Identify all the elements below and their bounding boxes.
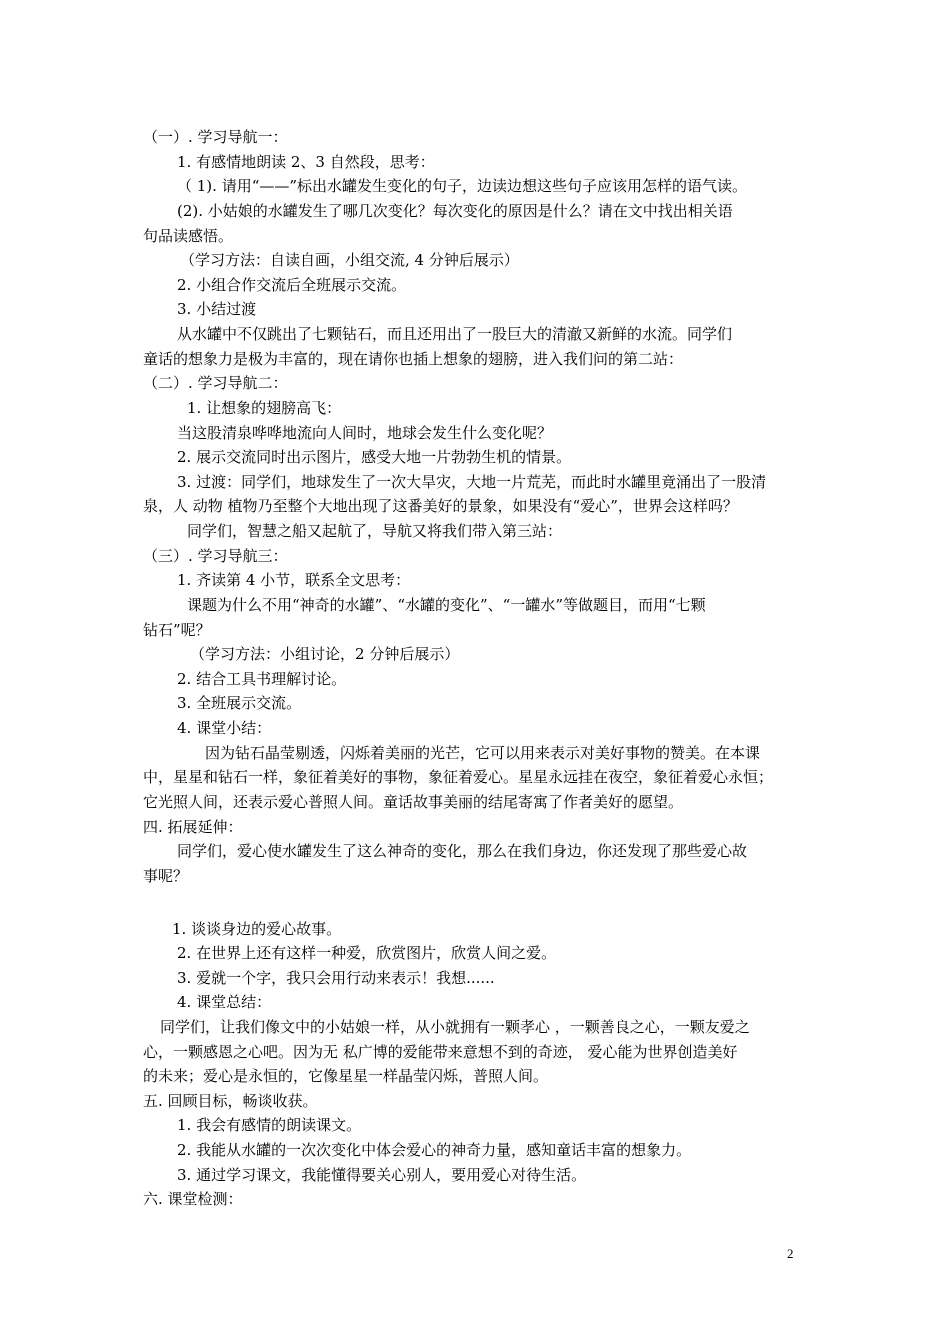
text-line: 3. 过渡：同学们，地球发生了一次大旱灾，大地一片荒芜，而此时水罐里竟涌出了一股清 xyxy=(177,473,767,491)
text-line: 3. 爱就一个字，我只会用行动来表示！我想...... xyxy=(177,969,495,987)
text-line: 因为钻石晶莹剔透，闪烁着美丽的光芒，它可以用来表示对美好事物的赞美。在本课 xyxy=(205,744,761,762)
text-line: 1. 有感情地朗读 2、3 自然段，思考： xyxy=(177,153,435,171)
text-line: （二）. 学习导航二： xyxy=(143,374,288,392)
text-line: 心，一颗感恩之心吧。因为无 私广博的爱能带来意想不到的奇迹， 爱心能为世界创造美好 xyxy=(143,1043,738,1061)
text-line: 中，星星和钻石一样，象征着美好的事物，象征着爱心。星星永远挂在夜空，象征着爱心永恒； xyxy=(143,768,774,786)
text-line: 它光照人间，还表示爱心普照人间。童话故事美丽的结尾寄寓了作者美好的愿望。 xyxy=(143,793,684,811)
text-line: 句品读感悟。 xyxy=(143,227,234,245)
text-line: 童话的想象力是极为丰富的，现在请你也插上想象的翅膀，进入我们问的第二站： xyxy=(143,350,684,368)
text-line: （三）. 学习导航三： xyxy=(143,547,288,565)
text-line: 2. 小组合作交流后全班展示交流。 xyxy=(177,276,407,294)
text-line: 4. 课堂小结： xyxy=(177,719,272,737)
text-line: 1. 谈谈身边的爱心故事。 xyxy=(172,920,342,938)
text-line: 1. 我会有感情的朗读课文。 xyxy=(177,1116,362,1134)
text-line: （学习方法：小组讨论，2 分钟后展示） xyxy=(190,645,460,663)
text-line: 的未来；爱心是永恒的，它像星星一样晶莹闪烁，普照人间。 xyxy=(143,1067,549,1085)
text-line: （学习方法：自读自画，小组交流, 4 分钟后展示） xyxy=(180,251,519,269)
text-line: 3. 通过学习课文，我能懂得要关心别人，要用爱心对待生活。 xyxy=(177,1166,587,1184)
text-line: 2. 结合工具书理解讨论。 xyxy=(177,670,347,688)
text-line: 2. 在世界上还有这样一种爱，欣赏图片，欣赏人间之爱。 xyxy=(177,944,557,962)
text-line: 四. 拓展延伸： xyxy=(143,818,243,836)
text-line: 课题为什么不用“神奇的水罐”、“水罐的变化”、“一罐水”等做题目，而用“七颗 xyxy=(187,596,706,614)
text-line: 五. 回顾目标，畅谈收获。 xyxy=(143,1092,318,1110)
text-line: 3. 小结过渡 xyxy=(177,300,257,318)
text-line: 从水罐中不仅跳出了七颗钻石，而且还用出了一股巨大的清澈又新鲜的水流。同学们 xyxy=(177,325,733,343)
text-line: 4. 课堂总结： xyxy=(177,993,272,1011)
page-number: 2 xyxy=(787,1246,794,1261)
text-line: （ 1). 请用“——”标出水罐发生变化的句子，边读边想这些句子应该用怎样的语气读。 xyxy=(177,177,748,195)
text-line: 六. 课堂检测： xyxy=(143,1190,243,1208)
text-line: 事呢？ xyxy=(143,867,189,885)
text-line: 同学们，智慧之船又起航了，导航又将我们带入第三站： xyxy=(187,522,563,540)
text-line: 同学们，爱心使水罐发生了这么神奇的变化，那么在我们身边，你还发现了那些爱心故 xyxy=(177,842,748,860)
text-line: 1. 让想象的翅膀高飞： xyxy=(187,399,342,417)
text-line: 2. 我能从水罐的一次次变化中体会爱心的神奇力量，感知童话丰富的想象力。 xyxy=(177,1141,692,1159)
text-line: (2). 小姑娘的水罐发生了哪几次变化？每次变化的原因是什么？请在文中找出相关语 xyxy=(177,202,733,220)
text-line: 泉，人 动物 植物乃至整个大地出现了这番美好的景象，如果没有“爱心”，世界会这样吗？ xyxy=(143,497,738,515)
text-line: 1. 齐读第 4 小节，联系全文思考： xyxy=(177,571,411,589)
text-line: 钻石”呢？ xyxy=(143,621,211,639)
text-line: （一）. 学习导航一： xyxy=(143,128,288,146)
text-line: 3. 全班展示交流。 xyxy=(177,694,302,712)
text-line: 2. 展示交流同时出示图片，感受大地一片勃勃生机的情景。 xyxy=(177,448,572,466)
text-line: 当这股清泉哗哗地流向人间时，地球会发生什么变化呢？ xyxy=(177,424,553,442)
text-line: 同学们，让我们像文中的小姑娘一样，从小就拥有一颗孝心 ，一颗善良之心，一颗友爱之 xyxy=(160,1018,750,1036)
